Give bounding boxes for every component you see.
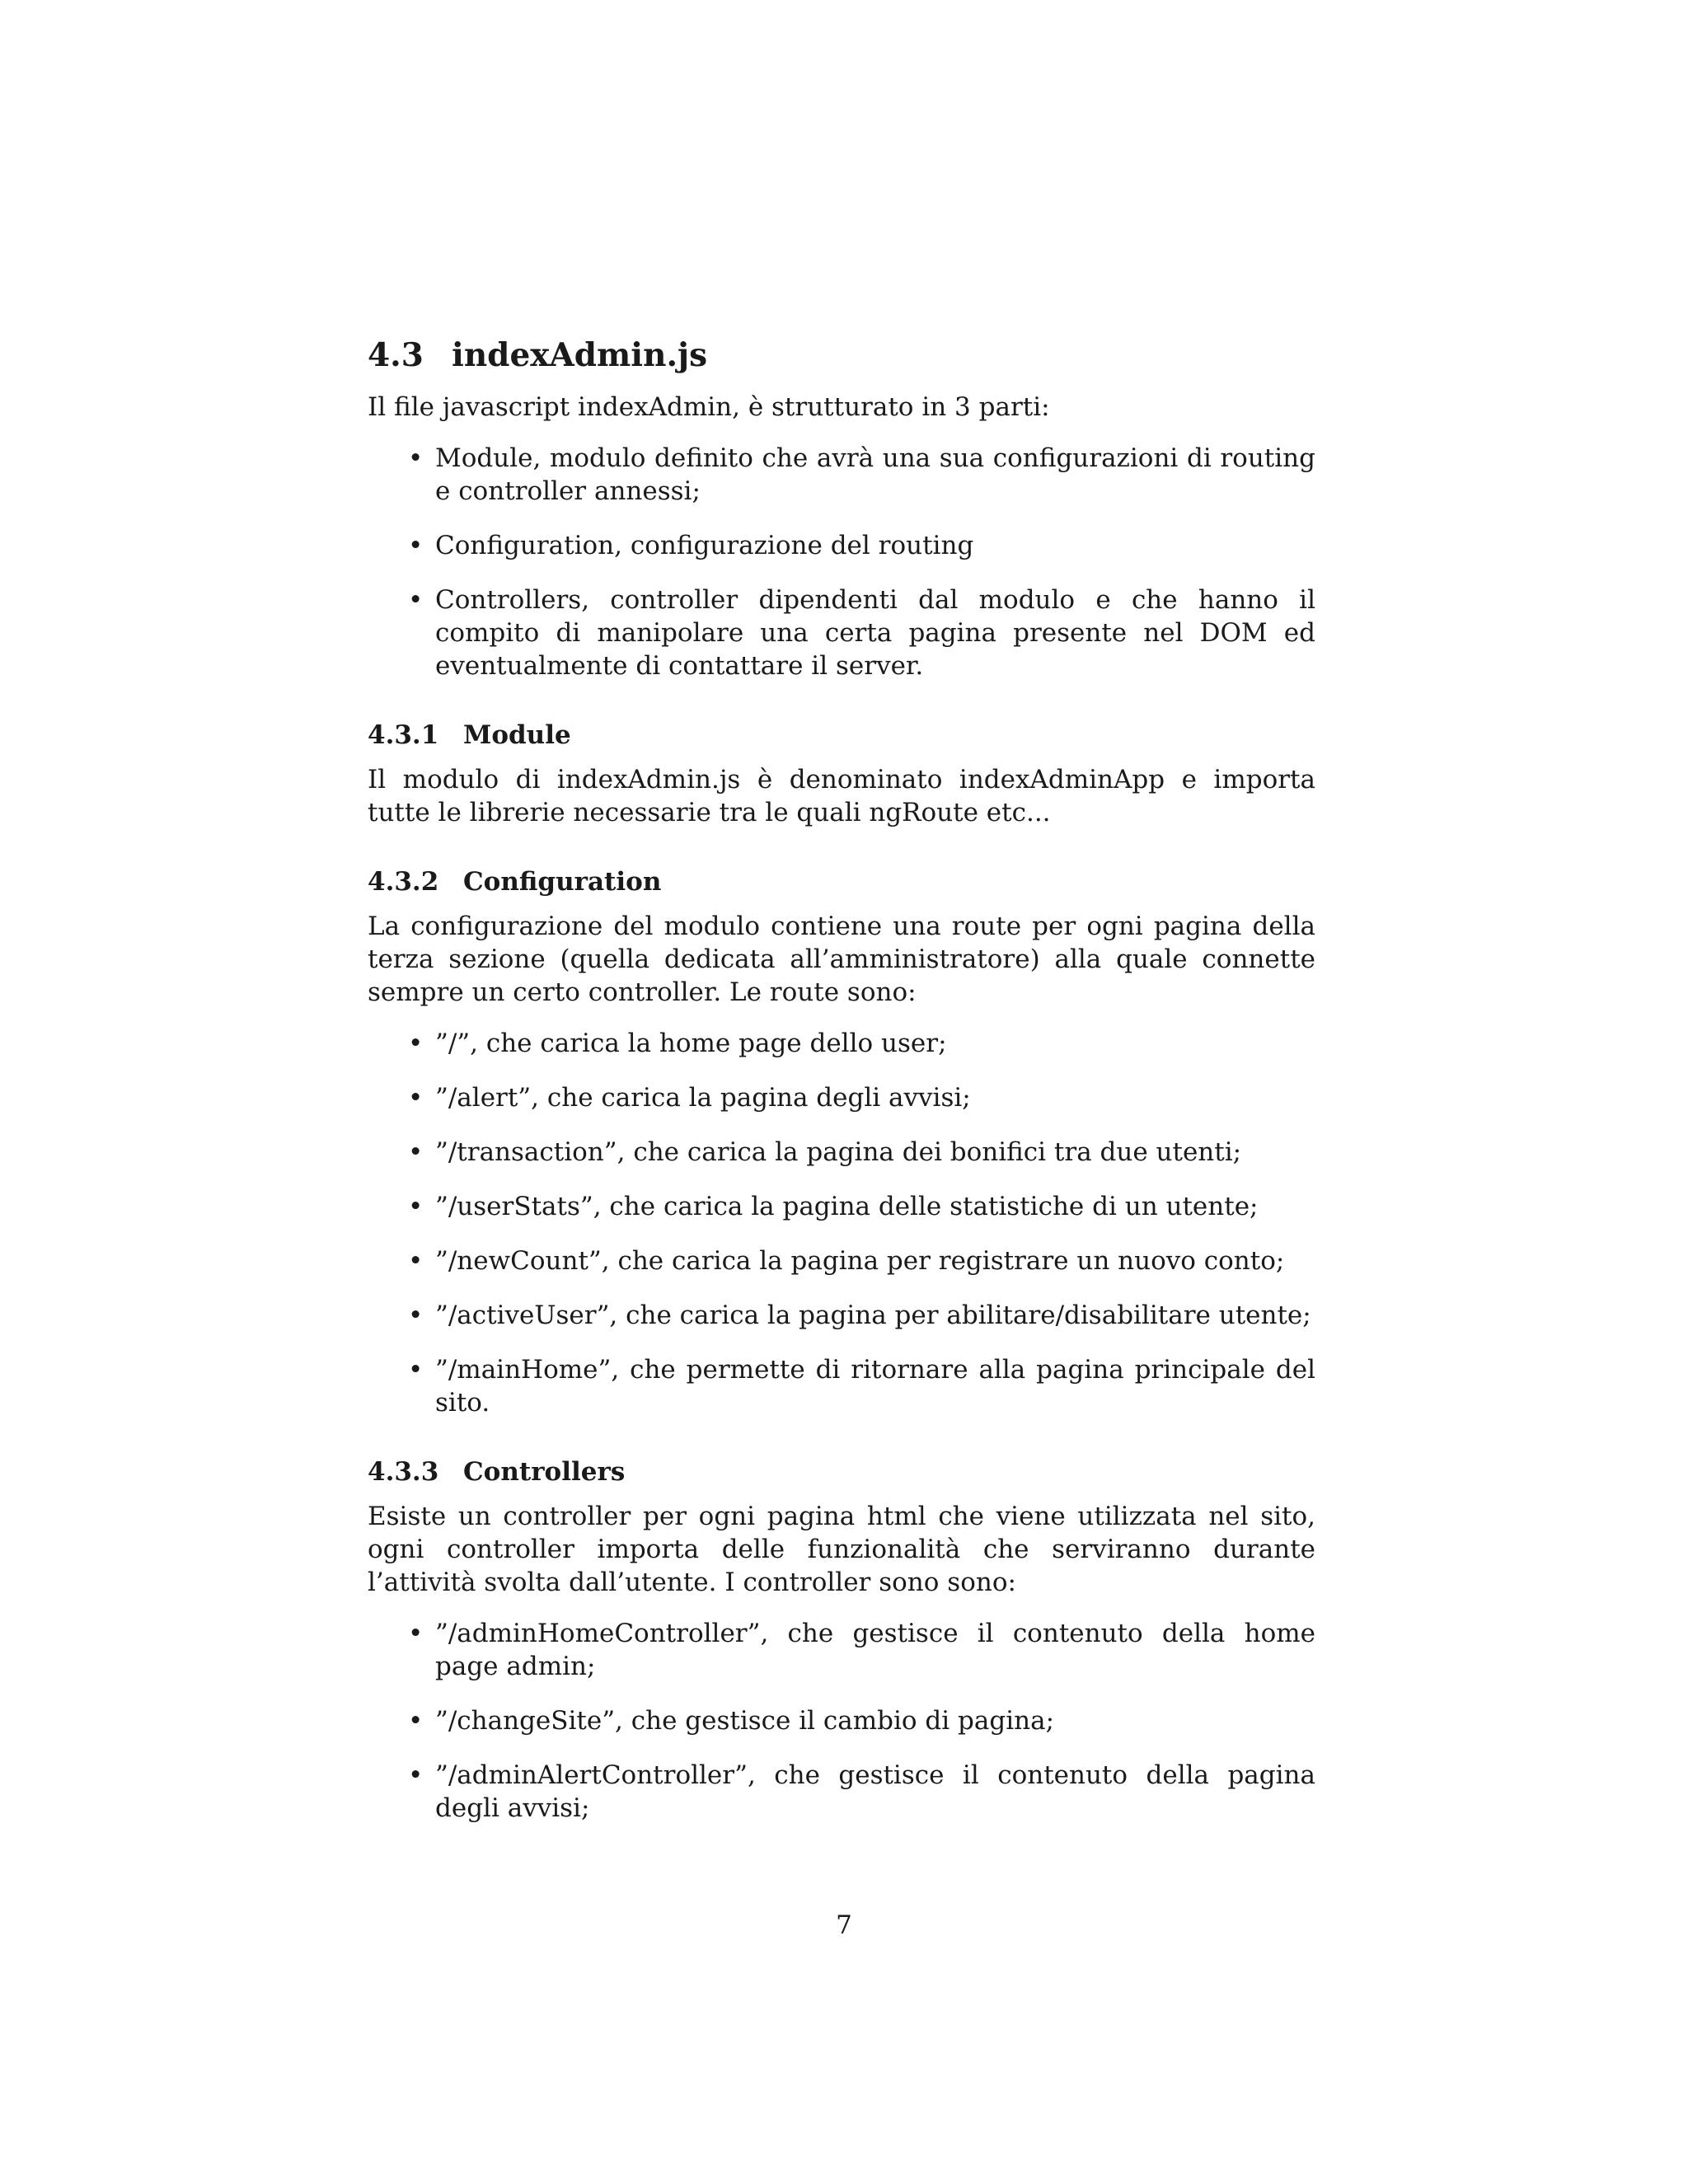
list-item-text: ”/newCount”, che carica la pagina per registrare un nuovo conto; bbox=[435, 1246, 1285, 1276]
list-item-text: ”/mainHome”, che permette di ritornare alla pagina principale del sito. bbox=[435, 1355, 1315, 1418]
list-item bbox=[408, 1299, 1315, 1332]
bullet-icon: • bbox=[408, 585, 424, 615]
list-item-text: Module, modulo definito che avrà una sua configurazioni di routing e controller annessi; bbox=[435, 443, 1315, 506]
subsection-title: Module bbox=[463, 720, 571, 750]
list-item bbox=[408, 1027, 1315, 1060]
list-item-text: ”/userStats”, che carica la pagina delle statistiche di un utente; bbox=[435, 1192, 1259, 1221]
controllers-list bbox=[368, 1617, 1315, 1825]
section-intro: Il file javascript indexAdmin, è strutturato in 3 parti: bbox=[368, 392, 1050, 422]
list-item bbox=[408, 583, 1315, 682]
bullet-icon: • bbox=[408, 1192, 424, 1221]
bullet-icon: • bbox=[408, 1083, 424, 1113]
list-item bbox=[408, 529, 1315, 562]
list-item bbox=[408, 1759, 1315, 1825]
bullet-icon: • bbox=[408, 1760, 424, 1790]
subsection-heading-configuration bbox=[368, 867, 1315, 897]
section-heading bbox=[368, 336, 1315, 374]
subsection-title: Controllers bbox=[463, 1457, 626, 1487]
bullet-icon: • bbox=[408, 1029, 424, 1058]
list-item-text: ”/adminHomeController”, che gestisce il contenuto della home page admin; bbox=[435, 1619, 1315, 1681]
routes-list bbox=[368, 1027, 1315, 1419]
bullet-icon: • bbox=[408, 1246, 424, 1276]
page-number: 7 bbox=[836, 1910, 852, 1940]
subsection-number: 4.3.3 bbox=[368, 1457, 439, 1487]
list-item bbox=[408, 1353, 1315, 1419]
list-item bbox=[408, 1081, 1315, 1114]
bullet-icon: • bbox=[408, 1619, 424, 1648]
list-item-text: ”/activeUser”, che carica la pagina per abilitare/disabilitare utente; bbox=[435, 1301, 1311, 1330]
controllers-paragraph: Esiste un controller per ogni pagina html che viene utilizzata nel sito, ogni controller importa delle funzionalità che serviranno durante l’attività svolta dall’utente. I controller sono sono: bbox=[368, 1502, 1315, 1597]
document-page bbox=[368, 336, 1315, 1825]
list-item bbox=[408, 1704, 1315, 1737]
list-item-text: Controllers, controller dipendenti dal modulo e che hanno il compito di manipolare una certa pagina presente nel DOM ed eventualmente di contattare il server. bbox=[435, 585, 1315, 681]
list-item-text: ”/changeSite”, che gestisce il cambio di pagina; bbox=[435, 1706, 1055, 1736]
list-item bbox=[408, 442, 1315, 508]
bullet-icon: • bbox=[408, 443, 424, 473]
configuration-paragraph: La configurazione del modulo contiene una route per ogni pagina della terza sezione (quella dedicata all’amministratore) alla quale connette sempre un certo controller. Le route sono: bbox=[368, 912, 1315, 1007]
list-item bbox=[408, 1244, 1315, 1277]
list-item-text: ”/alert”, che carica la pagina degli avvisi; bbox=[435, 1083, 971, 1113]
section-title: indexAdmin.js bbox=[452, 336, 708, 374]
list-item-text: Configuration, configurazione del routing bbox=[435, 531, 974, 560]
subsection-heading-module bbox=[368, 720, 1315, 750]
bullet-icon: • bbox=[408, 1355, 424, 1385]
subsection-heading-controllers bbox=[368, 1457, 1315, 1487]
list-item-text: ”/adminAlertController”, che gestisce il contenuto della pagina degli avvisi; bbox=[435, 1760, 1315, 1823]
bullet-icon: • bbox=[408, 1137, 424, 1167]
subsection-number: 4.3.2 bbox=[368, 867, 439, 897]
list-item-text: ”/transaction”, che carica la pagina dei bonifici tra due utenti; bbox=[435, 1137, 1242, 1167]
section-number: 4.3 bbox=[368, 336, 424, 374]
bullet-icon: • bbox=[408, 1706, 424, 1736]
bullet-icon: • bbox=[408, 1301, 424, 1330]
bullet-icon: • bbox=[408, 531, 424, 560]
list-item bbox=[408, 1617, 1315, 1683]
list-item bbox=[408, 1136, 1315, 1169]
section-parts-list bbox=[368, 442, 1315, 682]
list-item-text: ”/”, che carica la home page dello user; bbox=[435, 1029, 947, 1058]
subsection-number: 4.3.1 bbox=[368, 720, 439, 750]
module-paragraph: Il modulo di indexAdmin.js è denominato indexAdminApp e importa tutte le librerie necessarie tra le quali ngRoute etc... bbox=[368, 765, 1315, 827]
subsection-title: Configuration bbox=[463, 867, 662, 897]
list-item bbox=[408, 1190, 1315, 1223]
